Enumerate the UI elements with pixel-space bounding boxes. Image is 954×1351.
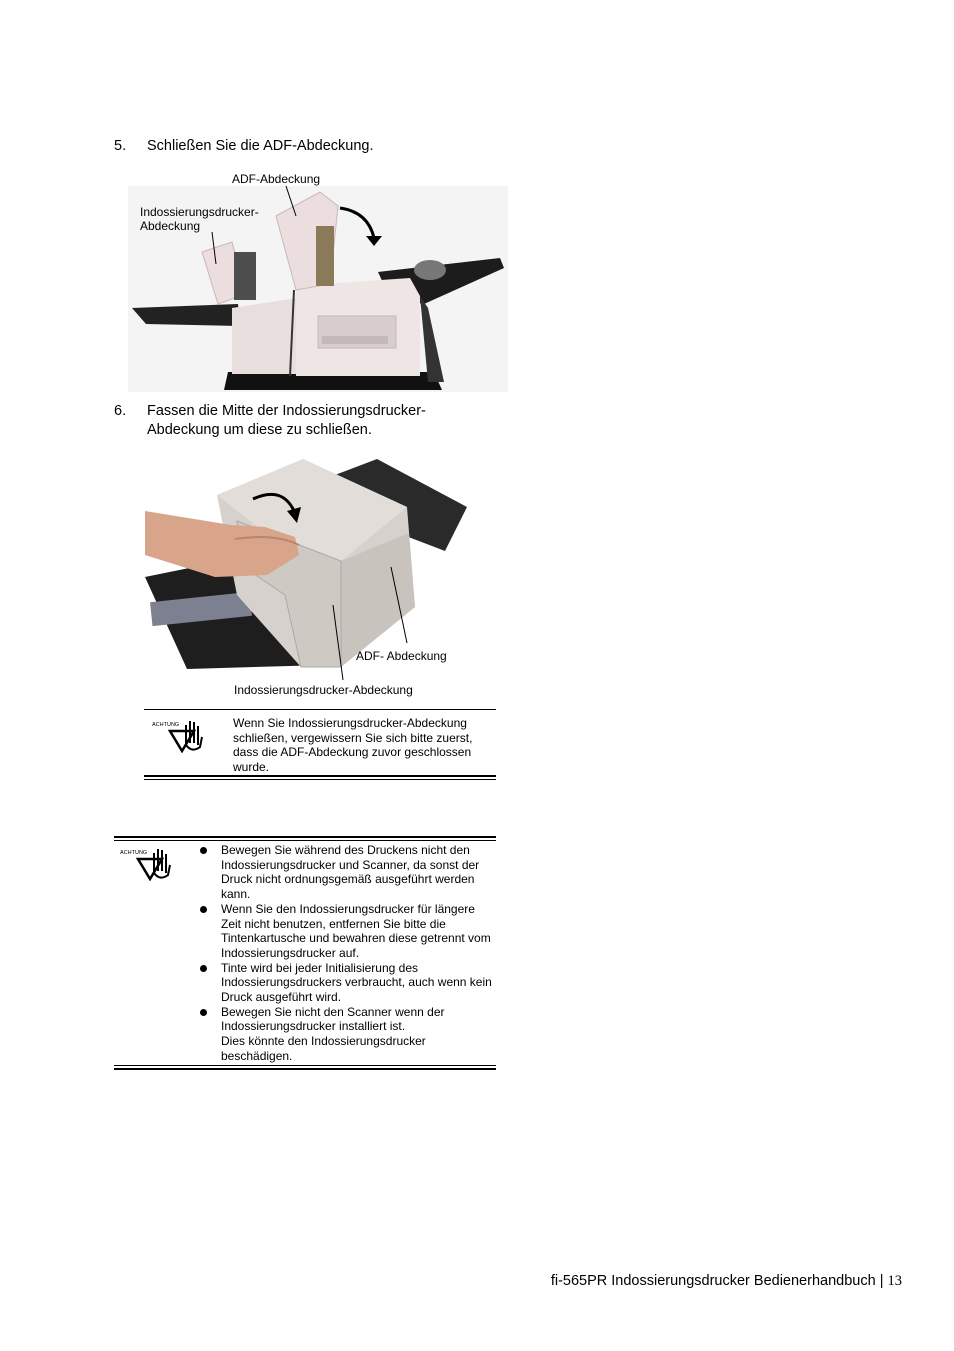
- list-item: Tinte wird bei jeder Initialisierung des Indossierungsdruckers verbraucht, auch wenn kein Druck ausgeführt wird.: [193, 961, 493, 1005]
- rule-top: [144, 709, 496, 710]
- bullet-icon: [200, 965, 207, 972]
- bullet-icon: [200, 906, 207, 913]
- step-text: Fassen die Mitte der Indossierungsdrucker-Abdeckung um diese zu schließen.: [147, 403, 426, 438]
- page-number: 13: [887, 1273, 902, 1289]
- warning-icon-label: ACHTUNG: [152, 722, 180, 728]
- rule-top: [114, 836, 496, 838]
- list-item: Wenn Sie den Indossierungsdrucker für längere Zeit nicht benutzen, entfernen Sie bitte die Tintenkartusche und bewahren diese getrennt vom Indossierungsdrucker auf.: [193, 902, 493, 961]
- step-number: 5.: [114, 138, 127, 154]
- warning-icon-label: ACHTUNG: [120, 850, 148, 856]
- figure-closing-imprinter-cover: [145, 455, 470, 680]
- rule-bottom: [144, 775, 496, 777]
- label-adf-cover-2: ADF- Abdeckung: [356, 649, 447, 663]
- hand-closing-cover-illustration: [145, 455, 470, 680]
- label-imprinter-cover: Indossierungsdrucker- Abdeckung: [140, 205, 259, 233]
- label-adf-cover: ADF-Abdeckung: [232, 172, 321, 186]
- label-imprinter-cover-2: Indossierungsdrucker-Abdeckung: [234, 683, 413, 697]
- footer-title: fi-565PR Indossierungsdrucker Bedienerhandbuch: [550, 1273, 876, 1289]
- warning-hand-icon: [152, 715, 208, 753]
- rule-bottom-2: [144, 779, 496, 780]
- caution-list: [193, 843, 493, 1064]
- step-number: 6.: [114, 403, 127, 419]
- bullet-icon: [200, 1009, 207, 1016]
- footer-separator: |: [879, 1273, 884, 1289]
- rule-top-2: [114, 840, 496, 841]
- page-footer: [551, 1273, 902, 1290]
- warning-hand-icon: [120, 843, 176, 881]
- caution-text-1: Wenn Sie Indossierungsdrucker-Abdeckung schließen, vergewissern Sie sich bitte zuerst, dass die ADF-Abdeckung zuvor geschlossen wurde.: [233, 716, 473, 775]
- list-item: Bewegen Sie nicht den Scanner wenn der Indossierungsdrucker installiert ist. Dies könnte den Indossierungsdrucker beschädigen.: [193, 1005, 493, 1064]
- step-text: Schließen Sie die ADF-Abdeckung.: [147, 138, 374, 154]
- rule-bottom: [114, 1065, 496, 1066]
- bullet-icon: [200, 847, 207, 854]
- rule-bottom-2: [114, 1068, 496, 1070]
- list-item: Bewegen Sie während des Druckens nicht den Indossierungsdrucker und Scanner, da sonst der Druck nicht ordnungsgemäß ausgeführt werden kann.: [193, 843, 493, 902]
